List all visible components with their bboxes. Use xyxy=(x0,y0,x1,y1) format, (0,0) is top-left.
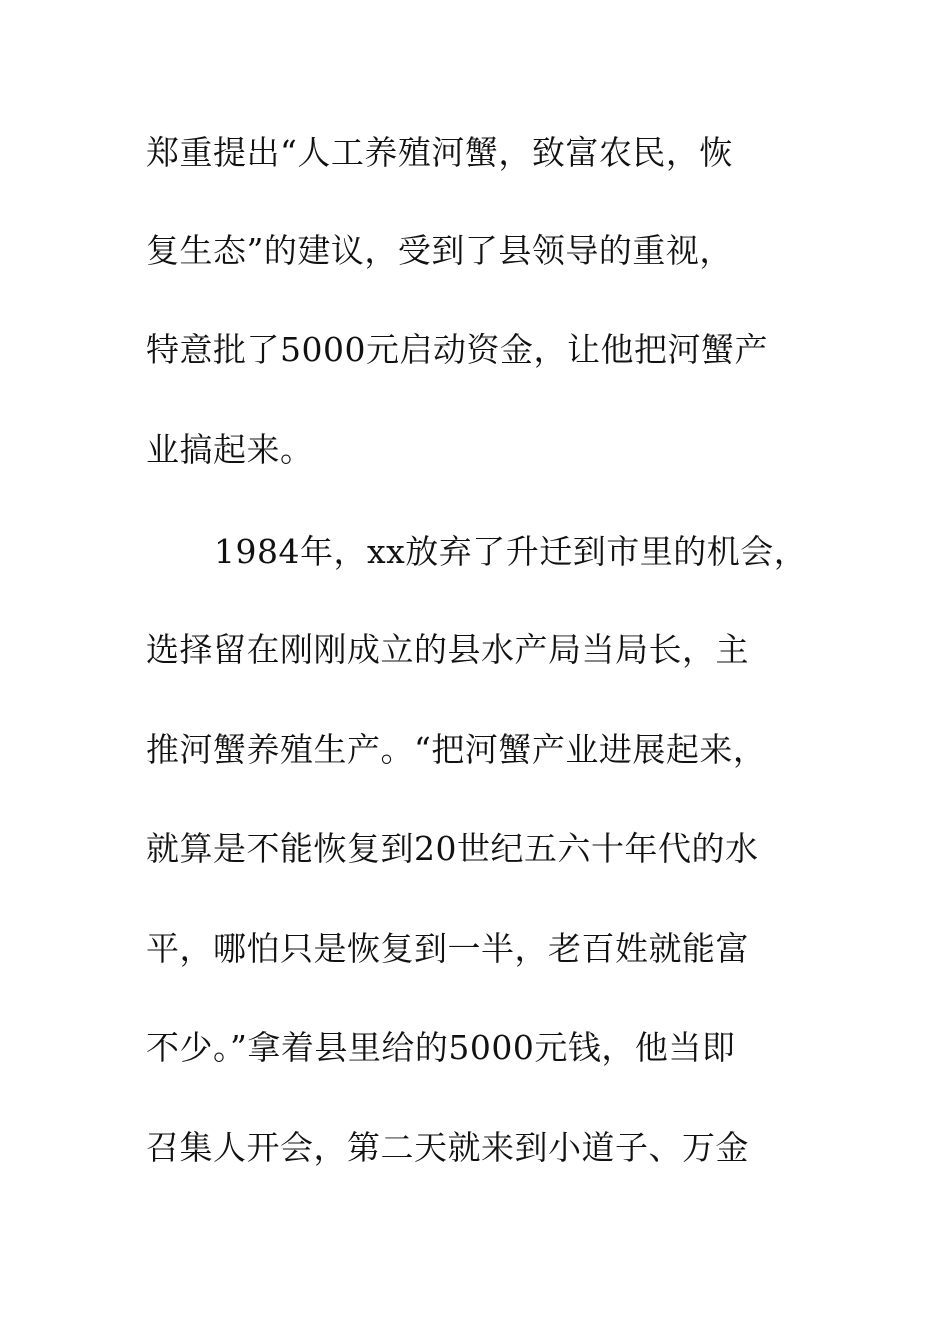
text-line: 特意批了5000元启动资金，让他把河蟹产 xyxy=(146,330,768,369)
text-line: 复生态”的建议，受到了县领导的重视， xyxy=(146,231,733,270)
text-line: 推河蟹养殖生产。“把河蟹产业进展起来， xyxy=(146,730,767,769)
text-line: 不少。”拿着县里给的5000元钱，他当即 xyxy=(146,1028,736,1067)
paragraph-first-line: 1984年，xx放弃了升迁到市里的机会， xyxy=(214,532,808,571)
text-line: 平，哪怕只是恢复到一半，老百姓就能富 xyxy=(146,929,749,968)
text-line: 业搞起来。 xyxy=(146,430,314,469)
text-line: 选择留在刚刚成立的县水产局当局长，主 xyxy=(146,630,749,669)
text-line: 郑重提出“人工养殖河蟹，致富农民，恢 xyxy=(146,133,733,172)
text-line: 召集人开会，第二天就来到小道子、万金 xyxy=(146,1128,749,1167)
text-line: 就算是不能恢复到20世纪五六十年代的水 xyxy=(146,829,759,868)
